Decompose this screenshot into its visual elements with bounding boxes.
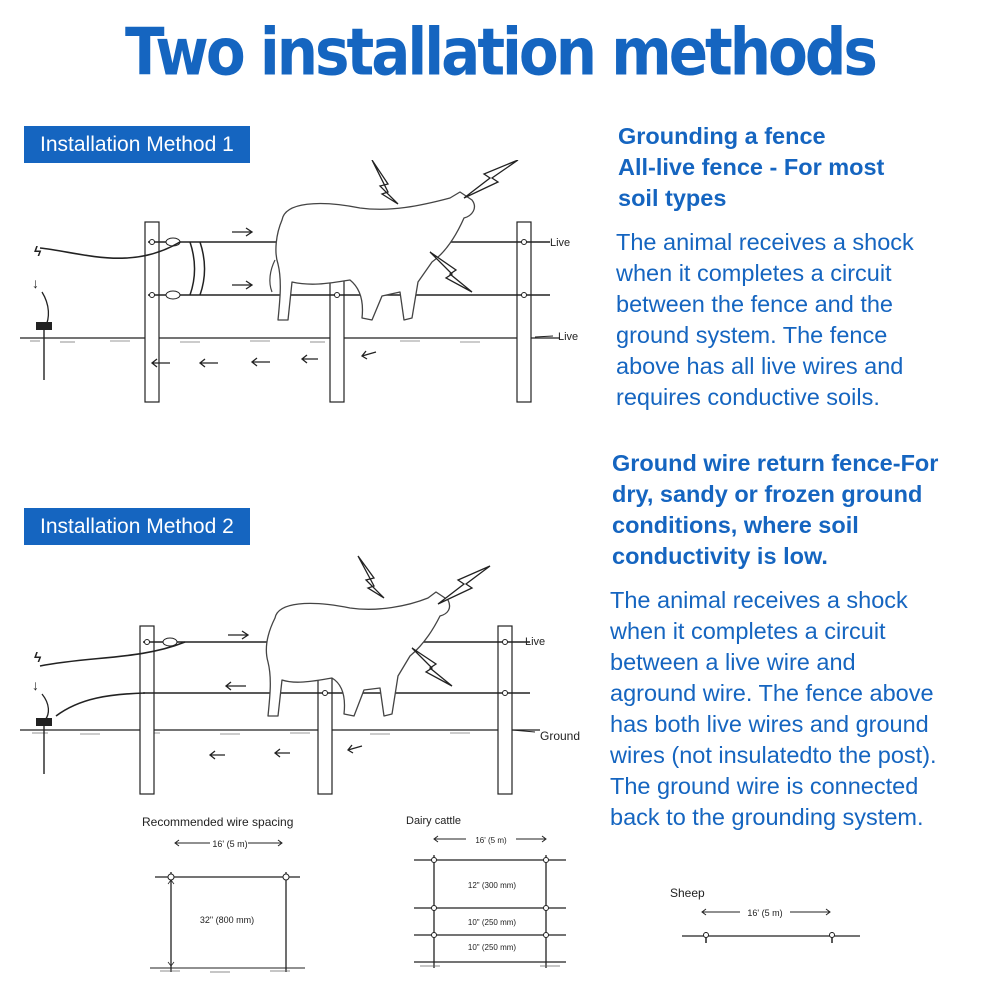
method-2-ground-label: Ground xyxy=(540,729,581,743)
svg-text:↓: ↓ xyxy=(32,677,39,693)
method-1-wire-label: Live xyxy=(550,237,571,249)
method-2-diagram xyxy=(20,548,590,798)
recommended-spacing-height: 32" (800 mm) xyxy=(199,915,255,925)
method-1-description: The animal receives a shock when it completes a circuit between the fence and the ground system. The fence above has all live wires and requires conductive soils. xyxy=(616,229,914,410)
method-1-badge: Installation Method 1 xyxy=(24,126,250,163)
dairy-cattle-diagram xyxy=(400,810,580,990)
sheep-title: Sheep xyxy=(670,886,705,900)
dairy-gap-2: 10" (250 mm) xyxy=(467,918,517,927)
sheep-width: 16' (5 m) xyxy=(747,908,783,918)
dairy-cattle-width: 16' (5 m) xyxy=(475,836,507,845)
svg-text:ϟ: ϟ xyxy=(34,649,42,665)
dairy-gap-3: 10" (250 mm) xyxy=(467,943,517,952)
recommended-spacing-width: 16' (5 m) xyxy=(212,839,248,849)
dairy-gap-1: 12" (300 mm) xyxy=(467,881,517,890)
method-1-diagram xyxy=(20,160,590,410)
svg-text:↓: ↓ xyxy=(32,275,39,291)
method-2-wire-label: Live xyxy=(525,636,546,648)
recommended-spacing-diagram xyxy=(130,810,330,990)
method-1-heading: Grounding a fence All-live fence - For most soil types xyxy=(618,123,885,211)
svg-text:ϟ: ϟ xyxy=(34,243,42,259)
page-title: Two installation methods xyxy=(125,14,875,91)
method-2-badge: Installation Method 2 xyxy=(24,508,250,545)
method-1-ground-label: Live xyxy=(558,331,579,343)
recommended-spacing-title: Recommended wire spacing xyxy=(142,815,294,829)
method-2-heading: Ground wire return fence-For dry, sandy or frozen ground conditions, where soil conductivity is low. xyxy=(612,450,939,569)
method-2-description: The animal receives a shock when it completes a circuit between a live wire and aground wire. The fence above has both live wires and ground wires (not insulatedto the post). The ground wire is connected back to the grounding system. xyxy=(610,587,937,830)
dairy-cattle-title: Dairy cattle xyxy=(406,815,462,827)
sheep-diagram xyxy=(660,875,880,965)
